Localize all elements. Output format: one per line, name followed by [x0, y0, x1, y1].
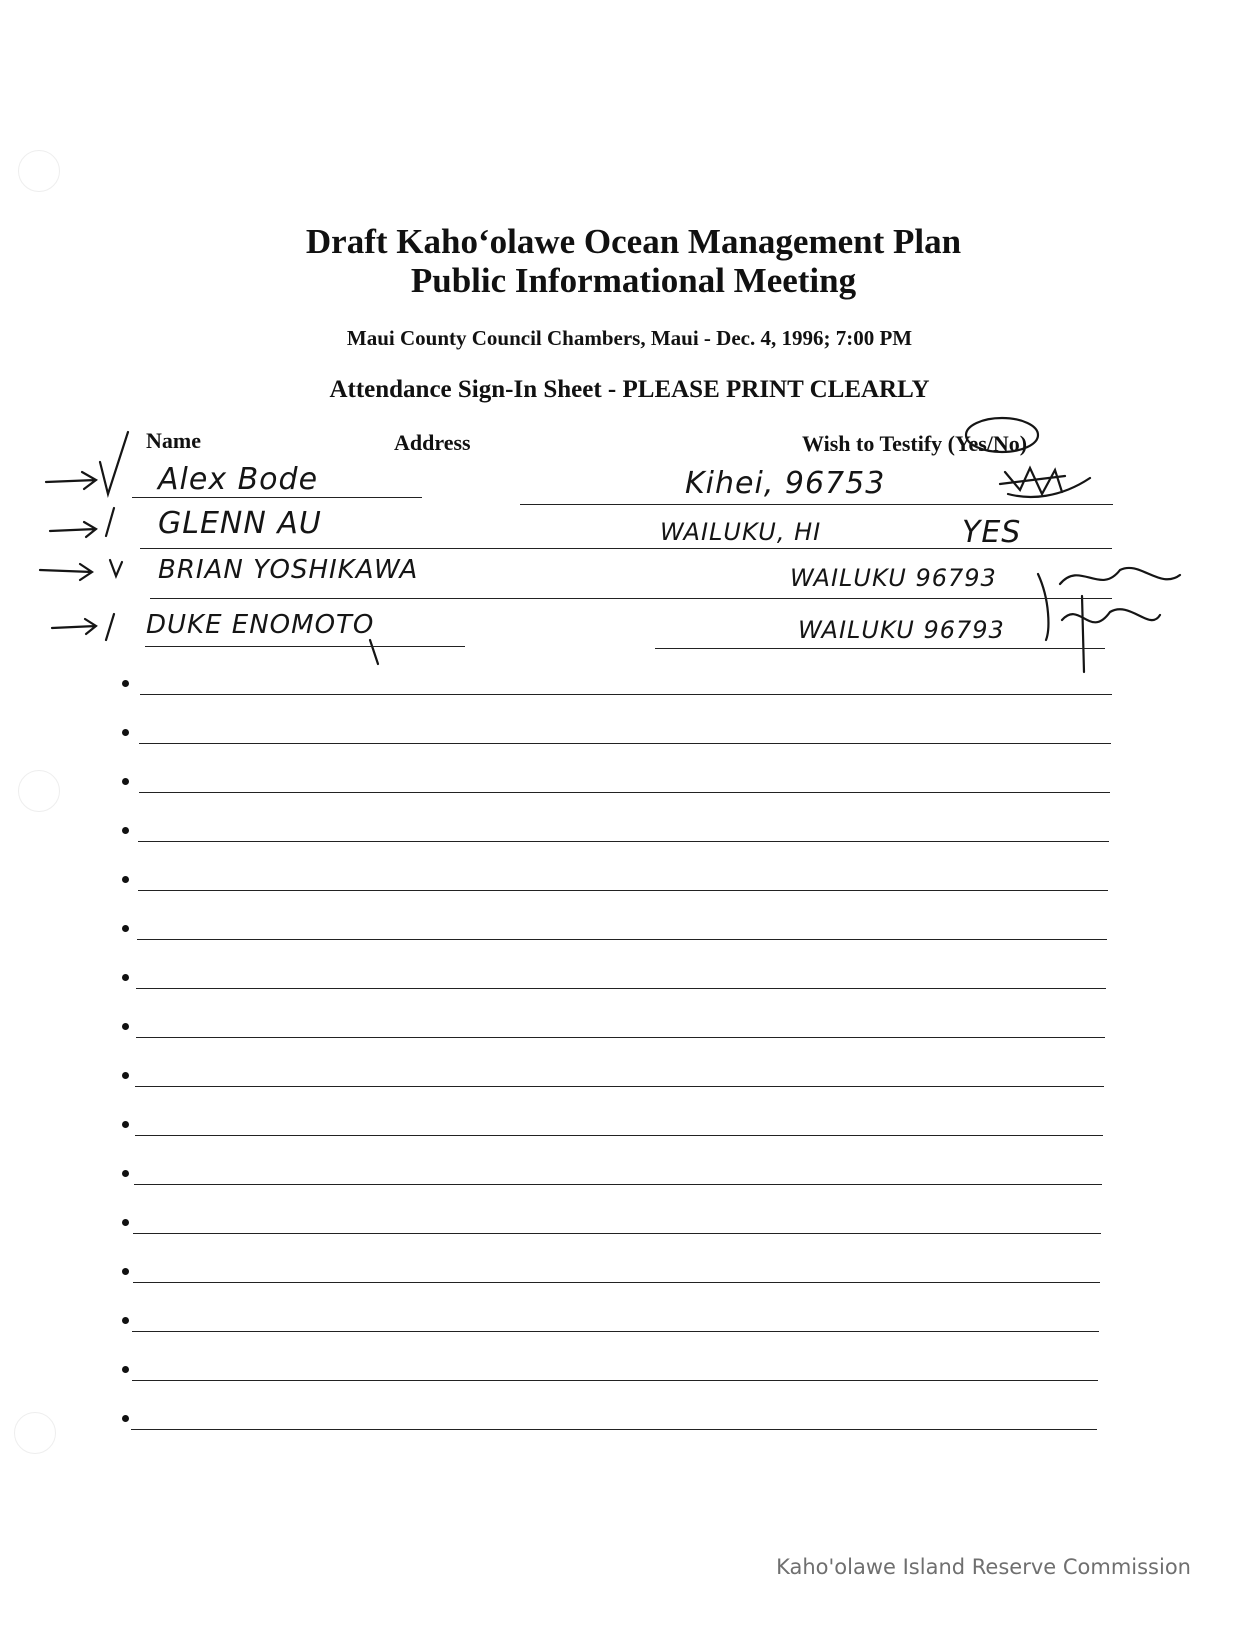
bullet-icon [122, 778, 129, 785]
entry-1-address-line [520, 504, 1113, 505]
arrow-icon [46, 472, 96, 489]
blank-row-line [136, 988, 1106, 989]
entry-2-address: WAILUKU, HI [660, 518, 822, 546]
blank-row-line [138, 841, 1109, 842]
blank-row-line [133, 1282, 1100, 1283]
check-mark-icon [106, 614, 114, 640]
entry-4-name-line [145, 646, 465, 647]
blank-row-line [134, 1184, 1102, 1185]
entry-2-testify: YES [962, 515, 1022, 550]
blank-row-line [139, 743, 1111, 744]
entry-4-address-line [655, 648, 1105, 649]
bullet-icon [122, 1170, 129, 1177]
entry-3-line [150, 598, 1112, 599]
bullet-icon [122, 827, 129, 834]
sheet-heading: Attendance Sign-In Sheet - PLEASE PRINT CLEARLY [329, 376, 930, 403]
bullet-icon [122, 729, 129, 736]
column-header-address: Address [394, 430, 471, 455]
arrow-icon [52, 619, 96, 634]
blank-row-line [139, 792, 1110, 793]
blank-row-line [138, 890, 1108, 891]
blank-row-line [131, 1429, 1097, 1430]
blank-row-line [132, 1331, 1099, 1332]
column-header-testify: Wish to Testify (Yes/No) [802, 431, 1028, 456]
blank-row-line [137, 939, 1107, 940]
arrow-icon [40, 564, 92, 580]
entry-1-name-line [132, 497, 422, 498]
bullet-icon [122, 974, 129, 981]
bullet-icon [122, 680, 129, 687]
blank-row-line [133, 1233, 1101, 1234]
entry-4-address: WAILUKU 96793 [798, 616, 1005, 644]
check-mark-icon [110, 560, 122, 576]
meeting-location: Maui County Council Chambers, Maui - Dec. 4, 1996; 7:00 PM [346, 326, 913, 350]
entry-2-line [140, 548, 1112, 549]
entry-1-address: Kihei, 96753 [685, 466, 886, 501]
entry-2-name: GLENN AU [158, 506, 322, 541]
blank-row-line [135, 1086, 1104, 1087]
arrow-icon [50, 522, 96, 537]
entry-3-address: WAILUKU 96793 [790, 564, 997, 592]
bullet-icon [122, 1415, 129, 1422]
document-title-line-1: Draft Kaho‘olawe Ocean Management Plan [305, 222, 962, 261]
entry-3-name: BRIAN YOSHIKAWA [158, 555, 419, 585]
bullet-icon [122, 1072, 129, 1079]
check-mark-icon [100, 432, 128, 494]
bullet-icon [122, 1366, 129, 1373]
bullet-icon [122, 1317, 129, 1324]
bullet-icon [122, 1023, 129, 1030]
blank-row-line [135, 1135, 1103, 1136]
bullet-icon [122, 1268, 129, 1275]
check-mark-icon [106, 508, 114, 536]
entry-1-name: Alex Bode [158, 462, 319, 497]
blank-row-line [132, 1380, 1098, 1381]
bullet-icon [122, 925, 129, 932]
footer-credit: Kaho'olawe Island Reserve Commission [776, 1555, 1191, 1579]
document-title-line-2: Public Informational Meeting [410, 261, 857, 300]
column-header-name: Name [146, 428, 201, 453]
entry-4-name: DUKE ENOMOTO [146, 610, 375, 640]
blank-row-line [136, 1037, 1105, 1038]
blank-row-line [140, 694, 1112, 695]
bullet-icon [122, 1219, 129, 1226]
bullet-icon [122, 1121, 129, 1128]
bullet-icon [122, 876, 129, 883]
